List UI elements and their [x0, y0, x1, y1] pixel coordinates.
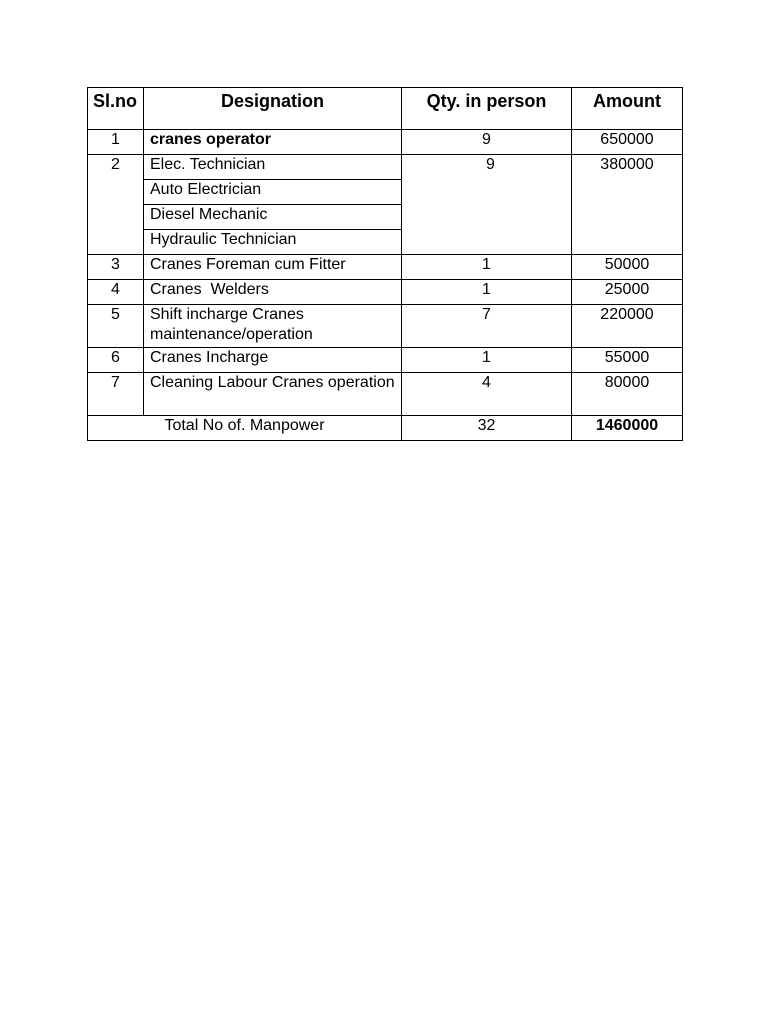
row-designation: Cranes Foreman cum Fitter — [144, 255, 402, 280]
row-designation: Cranes Welders — [144, 280, 402, 305]
row-designation: Diesel Mechanic — [144, 205, 402, 230]
row-designation: Elec. Technician — [144, 155, 402, 180]
row-sl-no: 1 — [88, 130, 144, 155]
table-row — [88, 130, 683, 155]
header-designation: Designation — [144, 88, 402, 130]
row-designation: Cranes Incharge — [144, 348, 402, 373]
row-amount: 80000 — [572, 373, 683, 416]
row-sl-no: 2 — [88, 155, 144, 255]
table-row — [88, 348, 683, 373]
row-sl-no: 3 — [88, 255, 144, 280]
row-amount: 55000 — [572, 348, 683, 373]
row-amount: 380000 — [572, 155, 683, 255]
row-qty — [402, 155, 572, 255]
row-designation: Shift incharge Cranes maintenance/operation — [144, 305, 402, 348]
table-row — [88, 255, 683, 280]
total-row — [88, 416, 683, 441]
header-sl-no: Sl.no — [88, 88, 144, 130]
header-qty: Qty. in person — [402, 88, 572, 130]
table-row — [88, 155, 683, 180]
table-row — [88, 305, 683, 348]
row-sl-no: 7 — [88, 373, 144, 416]
row-amount: 650000 — [572, 130, 683, 155]
total-amount: 1460000 — [572, 416, 683, 441]
row-designation: Auto Electrician — [144, 180, 402, 205]
row-sl-no: 6 — [88, 348, 144, 373]
row-qty: 7 — [402, 305, 572, 348]
row-amount: 220000 — [572, 305, 683, 348]
row-qty: 1 — [402, 255, 572, 280]
row-amount: 50000 — [572, 255, 683, 280]
row-sl-no: 5 — [88, 305, 144, 348]
header-amount: Amount — [572, 88, 683, 130]
row-qty: 1 — [402, 348, 572, 373]
row-qty: 9 — [402, 130, 572, 155]
total-qty: 32 — [402, 416, 572, 441]
total-label: Total No of. Manpower — [88, 416, 402, 441]
row-qty: 1 — [402, 280, 572, 305]
row-designation: Cleaning Labour Cranes operation — [144, 373, 402, 416]
row-designation: cranes operator — [144, 130, 402, 155]
row-designation: Hydraulic Technician — [144, 230, 402, 255]
row-sl-no: 4 — [88, 280, 144, 305]
row-amount: 25000 — [572, 280, 683, 305]
row-qty-value: 9 — [486, 156, 495, 173]
table-header-row — [88, 88, 683, 130]
table-row — [88, 373, 683, 416]
row-qty: 4 — [402, 373, 572, 416]
manpower-table — [87, 87, 683, 441]
table-row — [88, 280, 683, 305]
